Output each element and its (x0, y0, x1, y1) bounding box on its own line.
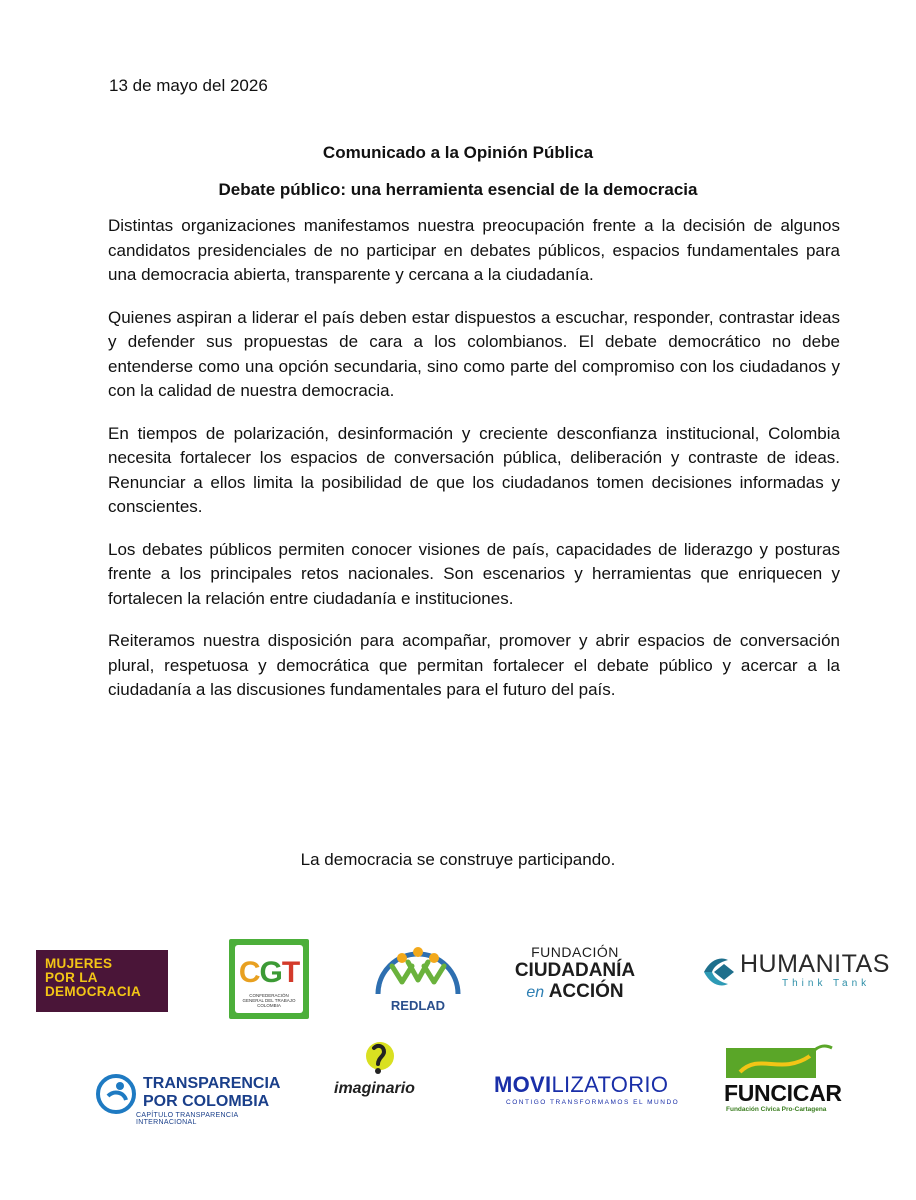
humanitas-wave-icon (700, 950, 740, 994)
logo-letter: G (259, 956, 282, 989)
logo-subtext: CAPÍTULO TRANSPARENCIA INTERNACIONAL (136, 1112, 239, 1126)
document-subtitle: Debate público: una herramienta esencial de la democracia (218, 180, 698, 199)
paragraph: Reiteramos nuestra disposición para acompañar, promover y abrir espacios de conversación plural, respetuosa y democrática que permitan fortalecer el debate público y acercar a la ciudadanía a las discusiones fundamentales para el futuro del país. (108, 631, 840, 699)
logo-text: en (526, 984, 545, 1001)
logo-text: MUJERES (45, 956, 113, 971)
funcicar-flag-icon (720, 1042, 840, 1082)
logo-text: MOVI (494, 1072, 552, 1097)
paragraph: En tiempos de polarización, desinformación y creciente desconfianza institucional, Colombia necesita fortalecer los espacios de conversación pública, deliberación y contraste de ideas. Renunciar a ellos limita la posibilidad de que los ciudadanos tomen decisiones informadas y conscientes. (108, 423, 840, 516)
cgt-logo (229, 939, 309, 1019)
logo-text: DEMOCRACIA (45, 984, 141, 999)
transparencia-por-colombia-logo (96, 1072, 286, 1124)
paragraph: Los debates públicos permiten conocer visiones de país, capacidades de liderazgo y posturas frente a los principales retos nacionales. Son escenarios y herramientas que enriquecen y fortalecen la relación entre ciudadanía e instituciones. (108, 539, 840, 608)
redlad-arch-icon (370, 932, 466, 998)
movilizatorio-logo (494, 1072, 686, 1112)
logo-text: HUMANITAS (740, 950, 890, 978)
fundacion-ciudadania-en-accion-logo (505, 945, 645, 1005)
imaginario-logo (330, 1040, 434, 1110)
logo-text: POR LA (45, 970, 98, 985)
logo-text: LIZATORIO (551, 1072, 669, 1097)
logo-text: REDLAD (390, 998, 446, 1013)
document-date: 13 de mayo del 2026 (109, 76, 268, 95)
logo-letter: T (281, 956, 300, 989)
logo-text: POR COLOMBIA (143, 1093, 270, 1110)
closing-line: La democracia se construye participando. (300, 850, 616, 869)
logo-text: FUNDACIÓN (531, 944, 619, 960)
paragraph: Distintas organizaciones manifestamos nuestra preocupación frente a la decisión de algunos candidatos presidenciales de no participar en debates públicos, espacios fundamentales para una democracia abierta, transparente y cercana a la ciudadanía. (108, 216, 840, 284)
logo-text: ACCIÓN (548, 981, 624, 1002)
humanitas-logo (700, 948, 890, 996)
logo-letter: C (238, 956, 260, 989)
logo-text: FUNCICAR (724, 1080, 842, 1106)
imaginario-bulb-icon (350, 1040, 410, 1082)
logo-text: imaginario (334, 1080, 415, 1097)
paragraph: Quienes aspiran a liderar el país deben estar dispuestos a escuchar, responder, contrastar ideas y defender sus propuestas de cara a los colombianos. El debate democrático no debe entenderse como una opción secundaria, sino como parte del compromiso con los ciudadanos y con la calidad de nuestra democracia. (108, 307, 840, 400)
logo-subtext: CONFEDERACIÓN GENERAL DEL TRABAJO COLOMBIA (242, 993, 296, 1008)
transparencia-circle-icon (96, 1074, 138, 1114)
funcicar-logo (720, 1042, 840, 1118)
logo-text: CIUDADANÍA (514, 960, 636, 981)
logo-text: TRANSPARENCIA (143, 1075, 281, 1092)
logo-subtext: Think Tank (782, 978, 871, 989)
logo-subtext: CONTIGO TRANSFORMAMOS EL MUNDO (506, 1099, 680, 1106)
mujeres-por-la-democracia-logo (36, 950, 168, 1012)
logo-subtext: Fundación Cívica Pro-Cartagena (726, 1106, 827, 1113)
document-body (108, 214, 840, 721)
document-title: Comunicado a la Opinión Pública (322, 143, 594, 162)
redlad-logo (370, 932, 466, 1018)
